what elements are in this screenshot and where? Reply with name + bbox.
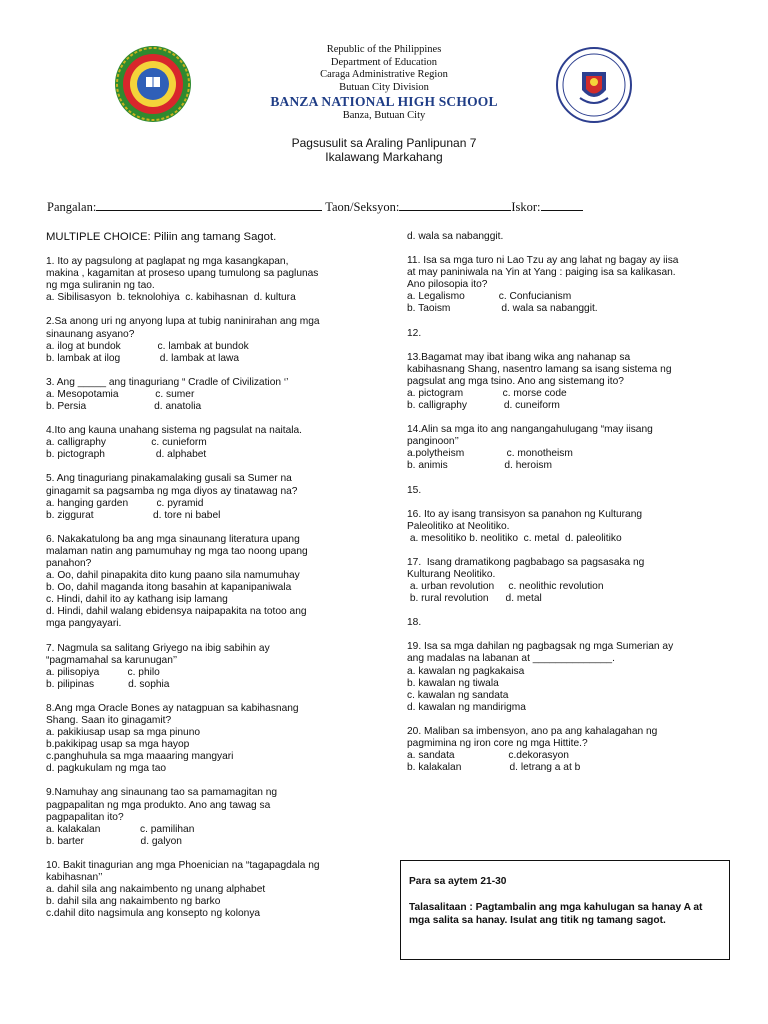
question-line: Paleolitiko at Neolitiko.	[407, 520, 510, 532]
section-blank[interactable]	[399, 199, 511, 211]
question-line: 19. Isa sa mga dahilan ng pagbagsak ng mga Sumerian ay	[407, 641, 674, 653]
question-line: panginoon’’	[407, 436, 459, 448]
republic-line: Republic of the Philippines	[326, 44, 442, 55]
name-blank[interactable]	[96, 199, 322, 211]
question-item	[407, 231, 737, 243]
question-line: b. pilipinas d. sophia	[46, 678, 170, 690]
question-line: b. Persia d. anatolia	[46, 401, 202, 413]
question-line: d. pagkukulam ng mga tao	[46, 763, 167, 775]
question-line: makina , kagamitan at proseso upang tumulong sa paglunas	[46, 268, 319, 280]
student-info-line	[47, 199, 737, 215]
question-line: 13.Bagamat may ibat ibang wika ang nahanap sa	[407, 351, 631, 363]
school-address: Banza, Butuan City	[342, 110, 426, 121]
question-line: Shang. Saan ito ginagamit?	[46, 715, 172, 726]
question-item	[46, 643, 386, 691]
question-line: pagpapalitan ito?	[46, 811, 124, 823]
question-line: 14.Alin sa mga ito ang nangangahulugang “may iisang	[407, 424, 653, 436]
question-line: 15.	[407, 484, 422, 496]
question-line: pagsulat ang mga tsino. Ano ang sistemang ito?	[407, 375, 624, 387]
question-line: b. animis d. heroism	[407, 460, 552, 472]
question-item	[46, 703, 386, 776]
question-line: a. pictogram c. morse code	[407, 387, 567, 399]
question-line: b. barter d. galyon	[46, 835, 182, 847]
question-line: c.dahil dito nagsimula ang konsepto ng kolonya	[46, 908, 261, 920]
question-line: a. Oo, dahil pinapakita dito kung paano sila namumuhay	[46, 570, 300, 582]
question-line: 20. Maliban sa imbensyon, ano pa ang kahalagahan ng	[407, 725, 658, 737]
question-item	[46, 316, 386, 364]
question-line: b. kalakalan d. letrang a at b	[407, 762, 581, 774]
left-column	[46, 231, 386, 932]
question-line: d. Hindi, dahil walang ebidensya naipapakita na totoo ang	[46, 606, 307, 618]
question-item	[46, 860, 386, 920]
question-line: 1. Ito ay pagsulong at paglapat ng mga kasangkapan,	[46, 256, 289, 268]
question-item	[407, 557, 737, 605]
question-line: 9.Namuhay ang sinaunang tao sa pamamagitan ng	[46, 787, 278, 799]
question-line: a. kawalan ng pagkakaisa	[407, 665, 525, 677]
question-line: c. kawalan ng sandata	[407, 689, 509, 701]
question-line: kabihasnan’’	[46, 872, 103, 884]
question-line: a. kalakalan c. pamilihan	[46, 823, 195, 835]
question-line: a. dahil sila ang nakaimbento ng unang alphabet	[46, 884, 266, 896]
question-line: 10. Bakit tinagurian ang mga Phoenician na “tagapagdala ng	[46, 859, 320, 871]
box-instruction: Talasalitaan : Pagtambalin ang mga kahulugan sa hanay A at mga salita sa hanay. Isulat ang titik ng tamang sagot.	[409, 902, 703, 926]
question-line: c. Hindi, dahil ito ay kathang isip lamang	[46, 594, 228, 606]
question-line: a. Legalismo c. Confucianism	[407, 291, 572, 303]
question-line: “pagmamahal sa karunugan’’	[46, 654, 178, 666]
name-label: Pangalan:	[47, 200, 97, 214]
question-line: 17. Isang dramatikong pagbabago sa pagsasaka ng	[407, 556, 645, 568]
question-item	[46, 425, 386, 461]
question-line: b. pictograph d. alphabet	[46, 449, 207, 461]
question-line: a. pakikiusap usap sa mga pinuno	[46, 727, 201, 739]
multiple-choice-instruction: MULTIPLE CHOICE: Piliin ang tamang Sagot.	[46, 231, 277, 243]
region-line: Caraga Administrative Region	[320, 69, 448, 80]
question-line: a. urban revolution c. neolithic revolution	[407, 581, 604, 593]
question-line: b.pakikipag usap sa mga hayop	[46, 739, 190, 751]
question-line: sinaunang asyano?	[46, 328, 135, 340]
question-line: a. calligraphy c. cunieform	[46, 437, 207, 449]
question-line: 4.Ito ang kauna unahang sistema ng pagsulat na naitala.	[46, 425, 303, 437]
question-item	[407, 617, 737, 629]
question-line: Ano pilosopia ito?	[407, 279, 488, 291]
question-line: 6. Nakakatulong ba ang mga sinaunang literatura upang	[46, 533, 300, 545]
question-item	[407, 726, 737, 774]
exam-title: Pagsusulit sa Araling Panlipunan 7	[291, 136, 477, 150]
question-item	[407, 328, 737, 340]
question-line: d. kawalan ng mandirigma	[407, 701, 526, 713]
department-line: Department of Education	[330, 56, 438, 68]
score-blank[interactable]	[541, 199, 583, 211]
question-line: ng mga suliranin ng tao.	[46, 280, 155, 292]
exam-heading	[0, 136, 768, 164]
question-item	[407, 485, 737, 497]
question-line: mga pangyayari.	[46, 618, 122, 630]
question-item	[46, 256, 386, 304]
question-line: b. lambak at ilog d. lambak at lawa	[46, 352, 240, 364]
exam-quarter: Ikalawang Markahang	[325, 150, 443, 164]
question-line: b. calligraphy d. cuneiform	[407, 400, 560, 412]
question-line: a.polytheism c. monotheism	[407, 448, 573, 460]
question-line: a. hanging garden c. pyramid	[46, 497, 204, 509]
question-line: 18.	[407, 617, 422, 629]
question-item	[407, 641, 737, 714]
question-line: d. wala sa nabanggit.	[407, 231, 504, 242]
question-line: ang madalas na labanan at ______________.	[407, 653, 615, 665]
question-item	[407, 424, 737, 472]
question-line: a. Mesopotamia c. sumer	[46, 388, 195, 400]
document-header	[0, 44, 768, 123]
question-line: a. sandata c.dekorasyon	[407, 750, 569, 762]
question-line: a. Sibilisasyon b. teknolohiya c. kabihasnan d. kultura	[46, 292, 296, 304]
section-label: Taon/Seksyon:	[325, 200, 400, 214]
question-line: 5. Ang tinaguriang pinakamalaking gusali sa Sumer na	[46, 473, 292, 485]
question-line: b. rural revolution d. metal	[407, 593, 542, 605]
matching-instruction-box	[400, 860, 730, 960]
left-question-list	[46, 256, 386, 920]
question-line: b. Taoism d. wala sa nabanggit.	[407, 303, 598, 315]
question-line: a. pilisopiya c. philo	[46, 666, 160, 678]
question-item	[46, 534, 386, 631]
question-line: 3. Ang _____ ang tinaguriang “ Cradle of Civilization ‘’	[46, 376, 289, 388]
question-line: c.panghuhula sa mga maaaring mangyari	[46, 751, 234, 763]
question-item	[407, 352, 737, 412]
question-line: pagmimina ng iron core ng mga Hittite.?	[407, 738, 588, 749]
question-line: b. ziggurat d. tore ni babel	[46, 509, 221, 521]
question-line: at may paniniwala na Yin at Yang : paiging isa sa kalikasan.	[407, 267, 676, 279]
question-line: 8.Ang mga Oracle Bones ay natagpuan sa kabihasnang	[46, 702, 299, 714]
question-line: ginagamit sa pagsamba ng mga diyos ay tinatawag na?	[46, 485, 298, 497]
question-item	[46, 473, 386, 521]
question-line: 11. Isa sa mga turo ni Lao Tzu ay ang lahat ng bagay ay iisa	[407, 255, 679, 267]
score-label: Iskor:	[511, 200, 541, 214]
question-line: b. dahil sila ang nakaimbento ng barko	[46, 896, 221, 908]
question-item	[46, 787, 386, 847]
right-column	[407, 231, 737, 786]
question-line: b. Oo, dahil maganda itong basahin at kapanipaniwala	[46, 582, 292, 594]
right-question-list	[407, 231, 737, 774]
question-line: 16. Ito ay isang transisyon sa panahon ng Kulturang	[407, 508, 643, 520]
question-item	[407, 255, 737, 315]
question-line: kabihasnang Shang, nasentro lamang sa isang sistema ng	[407, 363, 672, 375]
question-line: b. kawalan ng tiwala	[407, 677, 499, 689]
question-item	[407, 509, 737, 545]
school-name: BANZA NATIONAL HIGH SCHOOL	[270, 94, 498, 109]
division-line: Butuan City Division	[339, 81, 429, 93]
question-line: 2.Sa anong uri ng anyong lupa at tubig naninirahan ang mga	[46, 316, 320, 328]
question-line: 12.	[407, 327, 422, 339]
question-line: a. mesolitiko b. neolitiko c. metal d. paleolitiko	[407, 532, 622, 544]
question-item	[46, 377, 386, 413]
question-line: Kulturang Neolitiko.	[407, 568, 496, 580]
box-title: Para sa aytem 21-30	[409, 876, 507, 887]
question-line: pagpapalitan ng mga produkto. Ano ang tawag sa	[46, 799, 271, 811]
question-line: panahon?	[46, 557, 92, 569]
question-line: a. ilog at bundok c. lambak at bundok	[46, 340, 249, 352]
question-line: malaman natin ang pamumuhay ng mga tao noong upang	[46, 545, 308, 557]
question-line: 7. Nagmula sa salitang Griyego na ibig sabihin ay	[46, 642, 270, 654]
